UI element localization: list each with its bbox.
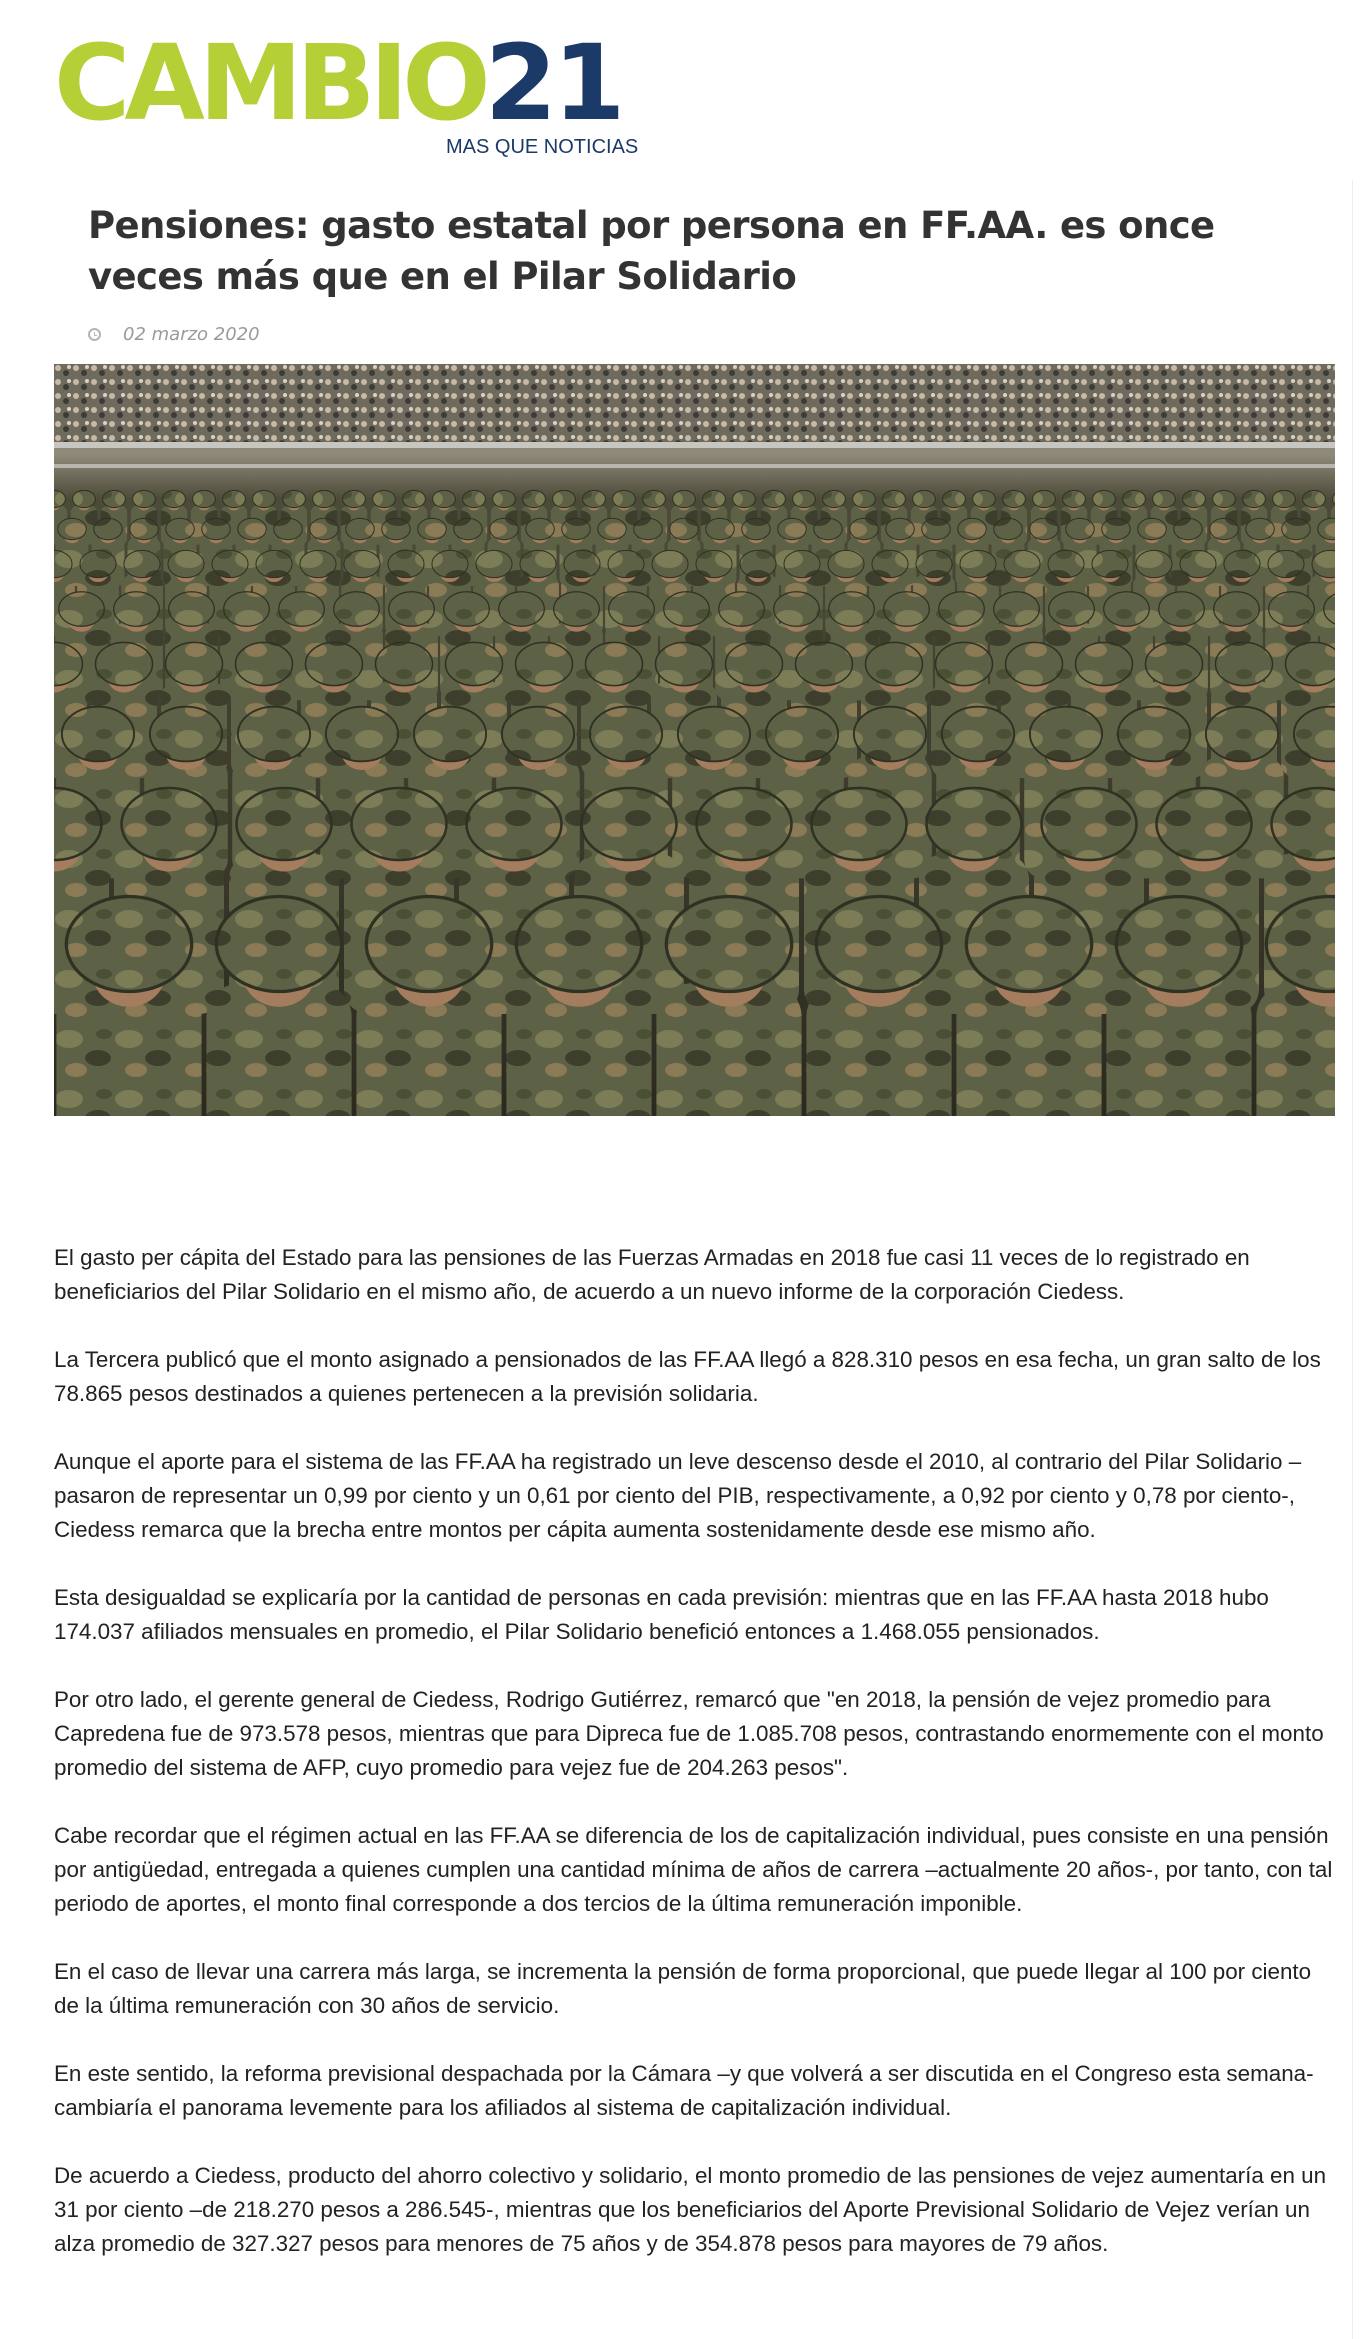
soldier-helmet xyxy=(763,490,786,507)
soldier-helmet xyxy=(103,490,126,507)
soldier-helmet xyxy=(73,490,96,507)
soldier-helmet xyxy=(389,592,435,627)
soldier-helmet xyxy=(526,518,555,540)
soldier-helmet xyxy=(598,518,627,540)
soldier-helmet xyxy=(444,592,490,627)
logo-number: 21 xyxy=(484,22,622,144)
soldier-helmet xyxy=(346,518,375,540)
soldier-helmet xyxy=(643,490,666,507)
soldier-helmet xyxy=(388,550,424,577)
soldier-helmet xyxy=(238,518,267,540)
soldier-helmet xyxy=(652,550,688,577)
soldier-helmet xyxy=(1180,550,1216,577)
soldier-helmet xyxy=(1246,518,1275,540)
soldier-helmet xyxy=(733,490,756,507)
soldier-helmet xyxy=(766,707,838,762)
soldier-helmet xyxy=(1183,490,1206,507)
soldier-helmet xyxy=(812,788,907,860)
soldier-helmet xyxy=(994,592,1040,627)
soldier-helmet xyxy=(283,490,306,507)
soldier-helmet xyxy=(1210,518,1239,540)
soldier-helmet xyxy=(310,518,339,540)
soldier-helmet xyxy=(666,896,791,991)
soldier-helmet xyxy=(193,490,216,507)
article-paragraph: En el caso de llevar una carrera más larga, se incrementa la pensión de forma proporcional, que puede llegar al 100 por ciento de la última remuneración con 30 años de servicio. xyxy=(54,1959,1312,2018)
soldier-helmet xyxy=(726,642,783,685)
soldier-helmet xyxy=(1104,592,1150,627)
soldier-helmet xyxy=(300,550,336,577)
soldier-helmet xyxy=(696,550,732,577)
soldier-helmet xyxy=(499,592,545,627)
soldier-helmet xyxy=(1213,490,1236,507)
soldier-helmet xyxy=(1116,896,1241,991)
soldier-helmet xyxy=(829,592,875,627)
article-paragraph: El gasto per cápita del Estado para las pensiones de las Fuerzas Armadas en 2018 fue casi 11 veces de lo registrado en beneficiarios del Pilar Solidario en el mismo año, de acuerdo a un nuevo informe de la corporación Ciedess. xyxy=(54,1245,1250,1304)
soldier-helmet xyxy=(562,518,591,540)
soldier-helmet xyxy=(958,518,987,540)
soldier-helmet xyxy=(994,518,1023,540)
soldier-helmet xyxy=(58,518,87,540)
soldier-helmet xyxy=(1268,550,1304,577)
soldier-helmet xyxy=(553,490,576,507)
soldier-helmet xyxy=(1066,518,1095,540)
soldier-helmet xyxy=(913,490,936,507)
soldier-helmet xyxy=(352,788,447,860)
soldier-helmet xyxy=(1093,490,1116,507)
soldier-helmet xyxy=(1076,642,1133,685)
article-paragraph: La Tercera publicó que el monto asignado a pensionados de las FF.AA llegó a 828.310 pesos en esa fecha, un gran salto de los 78.865 pesos destinados a quienes pertenecen a la previsión solidaria. xyxy=(54,1347,1321,1406)
soldier-helmet xyxy=(502,707,574,762)
soldier-helmet xyxy=(823,490,846,507)
article-paragraph: Por otro lado, el gerente general de Ciedess, Rodrigo Gutiérrez, remarcó que "en 2018, la pensión de vejez promedio para Capredena fue de 973.578 pesos, mientras que para Dipreca fue de 1.085.708 pesos, contrastando enormemente con el monto promedio del sistema de AFP, cuyo promedio para vejez fue de 204.263 pesos". xyxy=(54,1687,1324,1780)
soldier-helmet xyxy=(816,896,941,991)
soldier-helmet xyxy=(454,518,483,540)
soldier-helmet xyxy=(166,642,223,685)
soldier-helmet xyxy=(1063,490,1086,507)
soldier-helmet xyxy=(1174,518,1203,540)
soldier-helmet xyxy=(1030,518,1059,540)
soldier-helmet xyxy=(793,490,816,507)
soldier-helmet xyxy=(916,550,952,577)
soldier-helmet xyxy=(850,518,879,540)
article-paragraph: Cabe recordar que el régimen actual en las FF.AA se diferencia de los de capitalización individual, pues consiste en una pensión por antigüedad, entregada a quienes cumplen una cantidad mínima de años de carrera –actualmente 20 años-, por tanto, con tal periodo de aportes, el monto final corresponde a dos tercios de la última remuneración imponible. xyxy=(54,1823,1333,1916)
soldier-helmet xyxy=(216,896,341,991)
soldier-helmet xyxy=(1118,707,1190,762)
soldier-helmet xyxy=(114,592,160,627)
soldier-helmet xyxy=(1159,592,1205,627)
article-paragraph: Esta desigualdad se explicaría por la cantidad de personas en cada previsión: mientras que en las FF.AA hasta 2018 hubo 174.037 afiliados mensuales en promedio, el Pilar Solidario benefició entonces a 1.468.055 pensionados. xyxy=(54,1585,1269,1644)
site-logo[interactable] xyxy=(54,22,622,144)
article-paragraph: Aunque el aporte para el sistema de las FF.AA ha registrado un leve descenso desde el 2010, al contrario del Pilar Solidario –pasaron de representar un 0,99 por ciento y un 0,61 por ciento del PIB, respectivamente, a 0,92 por ciento y 0,78 por ciento-, Ciedess remarca que la brecha entre montos per cápita aumenta sostenidamente desde ese mismo año. xyxy=(54,1449,1302,1542)
soldier-helmet xyxy=(613,490,636,507)
soldier-helmet xyxy=(1102,518,1131,540)
soldier-helmet xyxy=(678,707,750,762)
soldier-helmet xyxy=(516,896,641,991)
soldier-helmet xyxy=(169,592,215,627)
soldier-helmet xyxy=(414,707,486,762)
soldier-helmet xyxy=(886,518,915,540)
soldier-helmet xyxy=(237,788,332,860)
soldier-helmet xyxy=(343,490,366,507)
soldier-helmet xyxy=(939,592,985,627)
soldier-helmet xyxy=(664,592,710,627)
soldier-helmet xyxy=(828,550,864,577)
soldier-helmet xyxy=(306,642,363,685)
soldier-helmet xyxy=(554,592,600,627)
soldier-helmet xyxy=(1286,642,1336,685)
soldier-helmet xyxy=(884,592,930,627)
soldier-helmet xyxy=(80,550,116,577)
soldier-helmet xyxy=(1048,550,1084,577)
soldier-helmet xyxy=(866,642,923,685)
soldier-helmet xyxy=(1049,592,1095,627)
soldier-helmet xyxy=(130,518,159,540)
soldier-helmet xyxy=(1273,490,1296,507)
soldier-helmet xyxy=(124,550,160,577)
soldier-helmet xyxy=(854,707,926,762)
article-date: 02 marzo 2020 xyxy=(123,323,260,345)
soldier-helmet xyxy=(238,707,310,762)
soldier-helmet xyxy=(1224,550,1260,577)
soldier-helmet xyxy=(1138,518,1167,540)
soldier-helmet xyxy=(224,592,270,627)
soldier-helmet xyxy=(523,490,546,507)
soldier-helmet xyxy=(1206,707,1278,762)
soldier-helmet xyxy=(778,518,807,540)
soldier-helmet xyxy=(742,518,771,540)
soldier-helmet xyxy=(334,592,380,627)
soldier-helmet xyxy=(1136,550,1172,577)
soldier-helmet xyxy=(382,518,411,540)
soldier-helmet xyxy=(1004,550,1040,577)
article-image xyxy=(54,364,1335,1116)
soldier-helmet xyxy=(883,490,906,507)
soldier-helmet xyxy=(774,592,820,627)
soldier-helmet xyxy=(1282,518,1311,540)
article-paragraph: De acuerdo a Ciedess, producto del ahorro colectivo y solidario, el monto promedio de las pensiones de vejez aumentaría en un 31 por ciento –de 218.270 pesos a 286.545-, mientras que los beneficiarios del Aporte Previsional Solidario de Vejez verían un alza promedio de 327.327 pesos para menores de 75 años y de 354.878 pesos para mayores de 79 años. xyxy=(54,2163,1327,2256)
soldier-helmet xyxy=(784,550,820,577)
soldier-helmet xyxy=(446,642,503,685)
soldier-helmet xyxy=(706,518,735,540)
soldier-helmet xyxy=(1269,592,1315,627)
soldier-helmet xyxy=(403,490,426,507)
soldier-helmet xyxy=(476,550,512,577)
soldier-helmet xyxy=(608,550,644,577)
soldier-helmet xyxy=(493,490,516,507)
soldier-helmet xyxy=(1092,550,1128,577)
article-body xyxy=(54,1241,1339,2295)
soldier-helmet xyxy=(1303,490,1326,507)
soldier-helmet xyxy=(740,550,776,577)
site-header xyxy=(54,22,654,163)
soldier-helmet xyxy=(490,518,519,540)
soldier-helmet xyxy=(697,788,792,860)
soldier-helmet xyxy=(516,642,573,685)
soldier-helmet xyxy=(1243,490,1266,507)
soldier-helmet xyxy=(373,490,396,507)
soldier-helmet xyxy=(872,550,908,577)
soldier-helmet xyxy=(1003,490,1026,507)
soldier-helmet xyxy=(1123,490,1146,507)
soldier-helmet xyxy=(1146,642,1203,685)
soldier-helmet xyxy=(583,490,606,507)
soldier-helmet xyxy=(814,518,843,540)
article-paragraph: En este sentido, la reforma previsional despachada por la Cámara –y que volverá a ser discutida en el Congreso esta semana- cambiaría el panorama levemente para los afiliados al sistema de capitalización individual. xyxy=(54,2061,1314,2120)
soldier-helmet xyxy=(673,490,696,507)
soldier-helmet xyxy=(564,550,600,577)
soldier-helmet xyxy=(927,788,1022,860)
soldier-helmet xyxy=(150,707,222,762)
military-parade-photo xyxy=(54,364,1335,1116)
soldier-helmet xyxy=(212,550,248,577)
soldier-helmet xyxy=(432,550,468,577)
article-title: Pensiones: gasto estatal por persona en FF.AA. es once veces más que en el Pilar Solidario xyxy=(88,204,1215,298)
soldier-helmet xyxy=(703,490,726,507)
soldier-helmet xyxy=(1153,490,1176,507)
soldier-helmet xyxy=(122,788,217,860)
soldier-helmet xyxy=(1214,592,1260,627)
soldier-helmet xyxy=(313,490,336,507)
soldier-helmet xyxy=(236,642,293,685)
soldier-helmet xyxy=(274,518,303,540)
soldier-helmet xyxy=(586,642,643,685)
soldier-helmet xyxy=(366,896,491,991)
soldier-helmet xyxy=(168,550,204,577)
article-meta xyxy=(88,322,260,346)
soldier-helmet xyxy=(163,490,186,507)
soldier-helmet xyxy=(202,518,231,540)
soldier-helmet xyxy=(279,592,325,627)
soldier-helmet xyxy=(1216,642,1273,685)
soldier-helmet xyxy=(796,642,853,685)
soldier-helmet xyxy=(133,490,156,507)
logo-word: CAMBIO xyxy=(54,22,485,144)
soldier-helmet xyxy=(59,592,105,627)
soldier-helmet xyxy=(943,490,966,507)
soldier-helmet xyxy=(253,490,276,507)
soldier-helmet xyxy=(418,518,447,540)
soldier-helmet xyxy=(1042,788,1137,860)
soldier-helmet xyxy=(960,550,996,577)
soldier-helmet xyxy=(463,490,486,507)
soldier-helmet xyxy=(582,788,677,860)
soldier-helmet xyxy=(670,518,699,540)
soldier-helmet xyxy=(936,642,993,685)
soldier-helmet xyxy=(166,518,195,540)
soldier-helmet xyxy=(966,896,1091,991)
soldier-helmet xyxy=(467,788,562,860)
logo-tagline: MAS QUE NOTICIAS xyxy=(446,136,639,158)
soldier-helmet xyxy=(376,642,433,685)
soldier-helmet xyxy=(66,896,191,991)
soldier-helmet xyxy=(609,592,655,627)
soldier-helmet xyxy=(344,550,380,577)
soldier-helmet xyxy=(326,707,398,762)
clock-icon xyxy=(88,328,101,341)
soldier-helmet xyxy=(223,490,246,507)
soldier-helmet xyxy=(1033,490,1056,507)
soldier-helmet xyxy=(256,550,292,577)
soldier-helmet xyxy=(973,490,996,507)
soldier-helmet xyxy=(590,707,662,762)
soldier-helmet xyxy=(922,518,951,540)
soldier-helmet xyxy=(656,642,713,685)
soldier-helmet xyxy=(942,707,1014,762)
soldier-helmet xyxy=(1157,788,1252,860)
content-border xyxy=(1352,180,1353,2339)
soldier-helmet xyxy=(94,518,123,540)
soldier-helmet xyxy=(634,518,663,540)
soldier-helmet xyxy=(1030,707,1102,762)
soldier-helmet xyxy=(433,490,456,507)
soldier-helmet xyxy=(62,707,134,762)
soldier-helmet xyxy=(853,490,876,507)
soldier-helmet xyxy=(719,592,765,627)
soldier-helmet xyxy=(520,550,556,577)
soldier-helmet xyxy=(96,642,153,685)
soldier-helmet xyxy=(1006,642,1063,685)
